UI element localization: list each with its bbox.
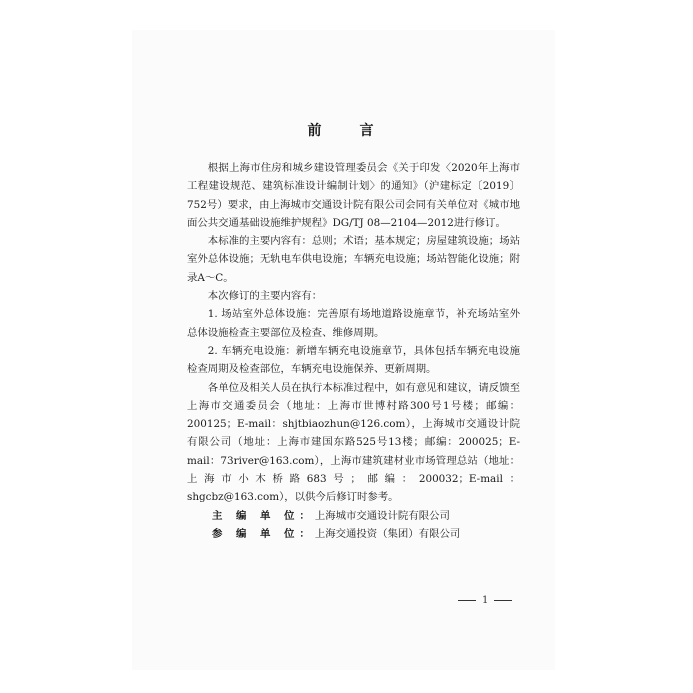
page-title: 前 言 [307, 123, 386, 139]
page-footer [458, 595, 512, 606]
page-number: 1 [482, 595, 489, 606]
participant-unit-line [187, 525, 520, 543]
preface-body [187, 159, 520, 543]
chief-unit-value: 上海城市交通设计院有限公司 [314, 509, 450, 522]
paragraph-background: 根据上海市住房和城乡建设管理委员会《关于印发〈2020年上海市工程建设规范、建筑标准设计编制计划〉的通知》（沪建标定〔2019〕752号）要求，由上海城市交通设计院有限公司会同有关单位对《城市地面公共交通基础设施维护规程》DG/TJ 08—2104—2012进行修订。 [187, 162, 520, 229]
participant-unit-value: 上海交通投资（集团）有限公司 [314, 527, 461, 540]
paragraph-feedback: 各单位及相关人员在执行本标准过程中，如有意见和建议，请反馈至上海市交通委员会（地址：上海市世博村路300号1号楼；邮编：200125；E-mail：shjtbiaozhun@126.com），上海城市交通设计院有限公司（地址：上海市建国东路525号13楼；邮编：200025；E-mail：73river@163.com），上海市建筑建材业市场管理总站（地址：上海市小木桥路683号；邮编：200032；E-mail：shgcbz@163.com），以供今后修订时参考。 [187, 381, 520, 504]
footer-dash-right [494, 600, 512, 601]
paragraph-revision-item-1: 1. 场站室外总体设施：完善原有场地道路设施章节，补充场站室外总体设施检查主要部位及检查、维修周期。 [187, 308, 520, 339]
chief-unit-line [187, 507, 520, 525]
paragraph-main-contents: 本标准的主要内容有：总则；术语；基本规定；房屋建筑设施；场站室外总体设施；无轨电车供电设施；车辆充电设施；场站智能化设施；附录A～C。 [187, 235, 520, 284]
footer-dash-left [458, 600, 476, 601]
paragraph-revision-intro: 本次修订的主要内容有： [207, 290, 323, 303]
paragraph-revision-item-2: 2. 车辆充电设施：新增车辆充电设施章节，具体包括车辆充电设施检查周期及检查部位，车辆充电设施保养、更新周期。 [187, 344, 520, 376]
chief-unit-label: 主 编 单 位： [212, 509, 315, 522]
participant-unit-label: 参 编 单 位： [212, 527, 315, 540]
